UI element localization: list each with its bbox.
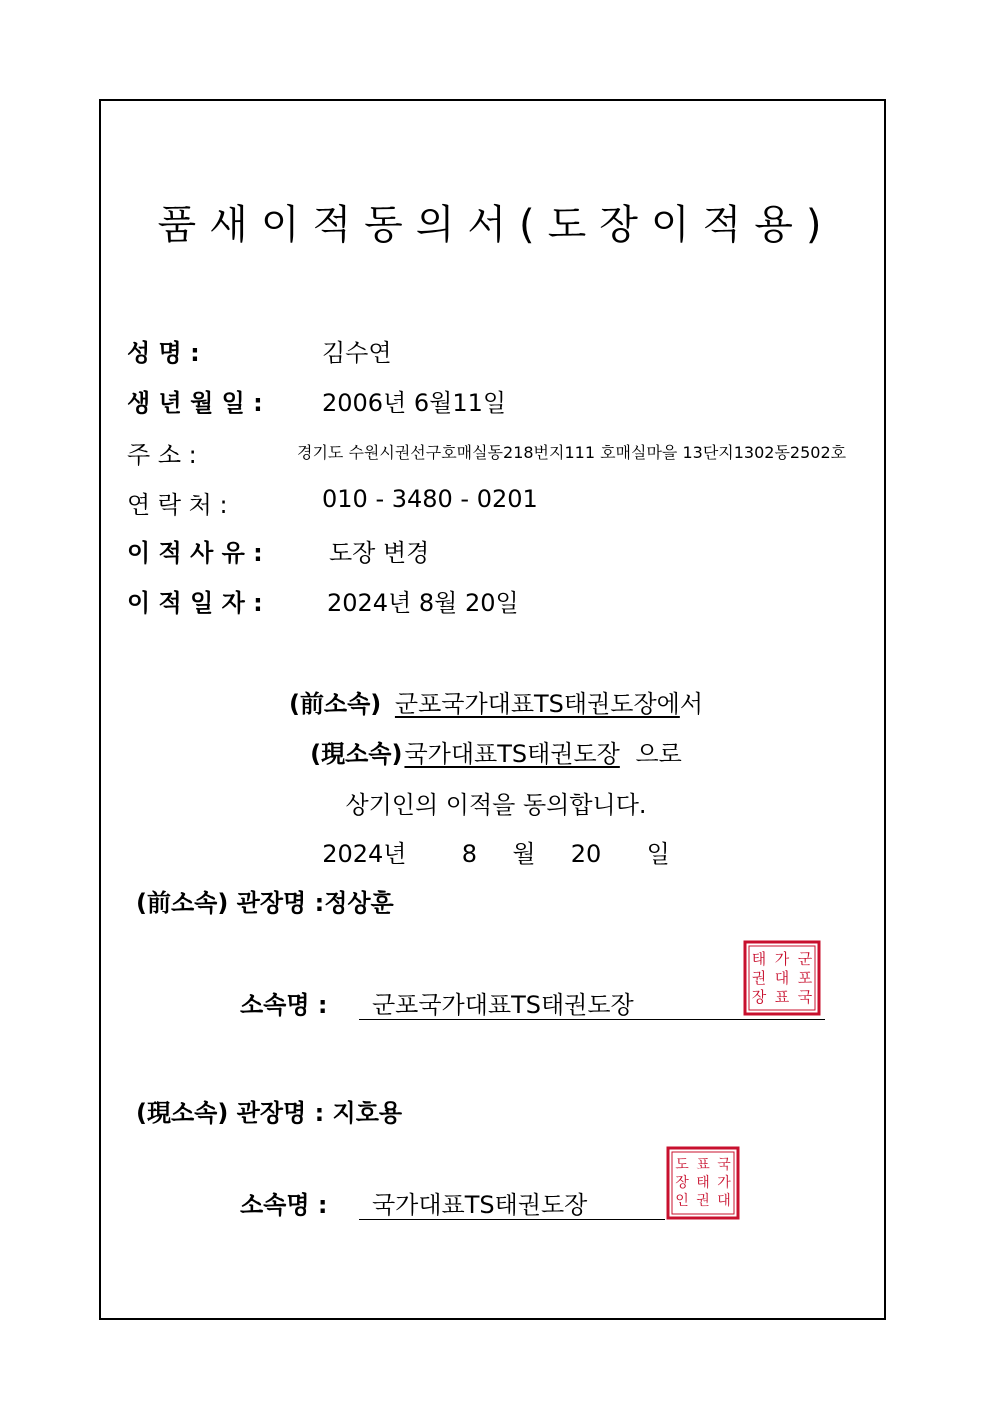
curr-affiliation-label: 소속명 : <box>240 1191 328 1219</box>
prev-director-label: 관장명 : <box>236 889 325 917</box>
svg-text:국: 국 <box>717 1157 731 1173</box>
address-label: 주 소 : <box>127 441 197 469</box>
curr-signature-line <box>359 1219 665 1220</box>
document-title: 품새이적동의서(도장이적용) <box>157 202 835 248</box>
prev-dojang-name: 군포국가대표TS태권도장에 <box>394 690 680 718</box>
consent-year: 2024년 <box>322 840 407 868</box>
svg-text:태: 태 <box>696 1175 710 1191</box>
prev-prefix: (前소속) <box>288 690 382 718</box>
consent-month: 8 <box>461 840 478 868</box>
name-value: 김수연 <box>322 339 392 367</box>
svg-text:대: 대 <box>774 969 790 987</box>
birth-value: 2006년 6월11일 <box>322 389 507 417</box>
svg-text:권: 권 <box>751 969 767 987</box>
transfer-date-value: 2024년 8월 20일 <box>327 589 519 617</box>
transfer-date-label: 이 적 일 자 : <box>127 589 263 617</box>
consent-statement: 상기인의 이적을 동의합니다. <box>345 791 647 819</box>
prev-affiliation-label: 소속명 : <box>240 991 328 1019</box>
contact-value: 010 - 3480 - 0201 <box>322 485 538 513</box>
svg-text:인: 인 <box>675 1193 689 1209</box>
reason-value: 도장 변경 <box>329 539 430 567</box>
svg-text:대: 대 <box>717 1193 731 1209</box>
svg-text:태: 태 <box>751 950 767 968</box>
birth-label: 생 년 월 일 : <box>127 389 263 417</box>
svg-text:가: 가 <box>717 1175 731 1191</box>
svg-text:장: 장 <box>751 988 767 1006</box>
prev-suffix: 서 <box>679 690 704 718</box>
prev-director-name: 정상훈 <box>324 889 394 917</box>
prev-director-line <box>136 883 394 918</box>
reason-label: 이 적 사 유 : <box>127 539 263 567</box>
svg-text:가: 가 <box>774 950 790 968</box>
prev-signature-line <box>359 1019 825 1020</box>
curr-dojang-name: 국가대표TS태권도장 <box>404 740 620 768</box>
curr-director-line <box>136 1093 402 1128</box>
prev-section-prefix: (前소속) <box>136 889 229 917</box>
curr-section-prefix: (現소속) <box>136 1099 229 1127</box>
consent-month-unit: 월 <box>512 840 536 868</box>
curr-suffix: 으로 <box>635 740 682 768</box>
svg-text:권: 권 <box>696 1193 710 1209</box>
prev-affiliation-name: 군포국가대표TS태권도장 <box>372 991 634 1019</box>
curr-director-label: 관장명 : <box>236 1099 325 1127</box>
svg-text:표: 표 <box>696 1157 710 1173</box>
consent-date <box>0 834 992 869</box>
consent-day-unit: 일 <box>646 840 670 868</box>
svg-text:장: 장 <box>675 1175 689 1191</box>
curr-prefix: (現소속) <box>310 740 403 768</box>
contact-label: 연 락 처 : <box>127 491 228 519</box>
name-label: 성 명 : <box>127 339 200 367</box>
svg-text:도: 도 <box>675 1157 689 1173</box>
svg-text:군: 군 <box>797 950 813 968</box>
consent-day: 20 <box>570 840 602 868</box>
curr-seal-stamp <box>666 1146 740 1220</box>
prev-seal-stamp <box>743 940 821 1016</box>
svg-text:국: 국 <box>797 988 813 1006</box>
svg-text:포: 포 <box>797 969 813 987</box>
curr-director-name: 지호용 <box>332 1099 403 1127</box>
curr-affiliation-name: 국가대표TS태권도장 <box>372 1191 588 1219</box>
svg-text:표: 표 <box>774 988 790 1006</box>
prev-affiliation-line <box>0 684 992 719</box>
curr-affiliation-line <box>0 734 992 769</box>
address-value: 경기도 수원시권선구호매실동218번지111 호매실마을 13단지1302동2502호 <box>297 443 847 462</box>
